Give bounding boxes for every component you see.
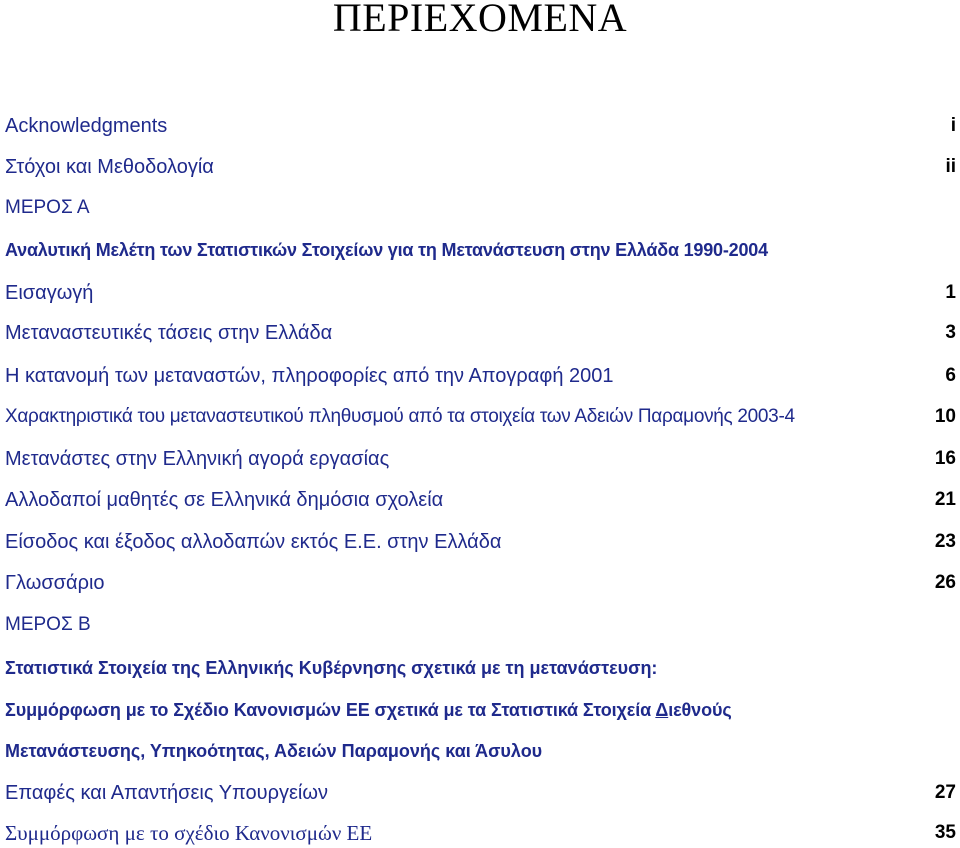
- toc-entry-label[interactable]: Μετανάστες στην Ελληνική αγορά εργασίας: [5, 448, 390, 470]
- toc-entry-label[interactable]: Μεταναστευτικές τάσεις στην Ελλάδα: [5, 322, 333, 344]
- toc-section-heading: [0, 193, 960, 223]
- toc-entry[interactable]: [0, 278, 960, 308]
- toc-entry-page: 21: [934, 489, 956, 510]
- toc-entry-label[interactable]: Acknowledgments: [5, 115, 168, 137]
- toc-entry[interactable]: [0, 568, 960, 598]
- toc-section-subheading: [0, 235, 960, 265]
- toc-entry-label[interactable]: Χαρακτηριστικά του μεταναστευτικού πληθυσμού από τα στοιχεία των Αδειών Παραμονής 2003-4: [5, 406, 795, 427]
- toc-entry-page: 6: [945, 365, 956, 386]
- toc-entry[interactable]: [0, 444, 960, 474]
- toc-entry-label[interactable]: Επαφές και Απαντήσεις Υπουργείων: [5, 782, 328, 804]
- toc-entry-page: 26: [934, 572, 956, 593]
- section-subheading-label: [5, 695, 732, 725]
- toc-section-subheading: [0, 653, 960, 683]
- toc-entry[interactable]: [0, 778, 960, 808]
- toc-entry-label[interactable]: Εισαγωγή: [5, 282, 94, 304]
- toc-entry-page: 27: [934, 782, 956, 803]
- section-subheading-label: Αναλυτική Μελέτη των Στατιστικών Στοιχείων για τη Μετανάστευση στην Ελλάδα 1990-2004: [5, 240, 768, 260]
- section-subheading-label: Μετανάστευσης, Υπηκοότητας, Αδειών Παραμονής και Άσυλου: [5, 741, 543, 761]
- section-subheading-label: Στατιστικά Στοιχεία της Ελληνικής Κυβέρνησης σχετικά με τη μετανάστευση:: [5, 658, 658, 678]
- toc-section-heading: [0, 610, 960, 640]
- toc-entry-label[interactable]: Στόχοι και Μεθοδολογία: [5, 156, 214, 178]
- toc-entry-page: i: [950, 115, 956, 136]
- page-title: ΠΕΡΙΕΧΟΜΕΝΑ: [332, 0, 628, 40]
- section-heading-label: ΜΕΡΟΣ Α: [5, 197, 90, 218]
- toc-entry-page: 3: [945, 322, 956, 343]
- toc-entry-label[interactable]: Αλλοδαποί μαθητές σε Ελληνικά δημόσια σχολεία: [5, 489, 444, 511]
- section-heading-label: ΜΕΡΟΣ Β: [5, 614, 91, 635]
- toc-entry[interactable]: [0, 818, 960, 848]
- toc-entry[interactable]: [0, 527, 960, 557]
- toc-entry-page: 23: [934, 531, 956, 552]
- toc-entry-page: ii: [945, 156, 956, 177]
- toc-section-subheading: [0, 695, 960, 725]
- toc-entry[interactable]: [0, 485, 960, 515]
- toc-entry[interactable]: [0, 361, 960, 391]
- toc-entry-label[interactable]: Συμμόρφωση με το σχέδιο Κανονισμών ΕΕ: [5, 821, 373, 845]
- toc-entry-page: 16: [934, 448, 956, 469]
- toc-entry-label[interactable]: Είσοδος και έξοδος αλλοδαπών εκτός Ε.Ε. στην Ελλάδα: [5, 531, 502, 553]
- toc-entry-label[interactable]: Γλωσσάριο: [5, 572, 105, 594]
- toc-entry-page: 35: [934, 822, 956, 843]
- toc-entry[interactable]: [0, 402, 960, 432]
- toc-entry[interactable]: [0, 318, 960, 348]
- section-subheading-text-end: ιεθνούς: [668, 700, 732, 720]
- toc-entry-page: 1: [945, 282, 956, 303]
- section-subheading-underlined-letter: Δ: [655, 700, 669, 720]
- toc-entry-page: 10: [934, 406, 956, 427]
- toc-entry-label[interactable]: Η κατανομή των μεταναστών, πληροφορίες από την Απογραφή 2001: [5, 365, 614, 387]
- section-subheading-text: Συμμόρφωση με το Σχέδιο Κανονισμών ΕΕ σχετικά με τα Στατιστικά Στοιχεία: [5, 700, 656, 720]
- toc-entry[interactable]: [0, 111, 960, 141]
- toc-section-subheading: [0, 736, 960, 766]
- toc-entry[interactable]: [0, 152, 960, 182]
